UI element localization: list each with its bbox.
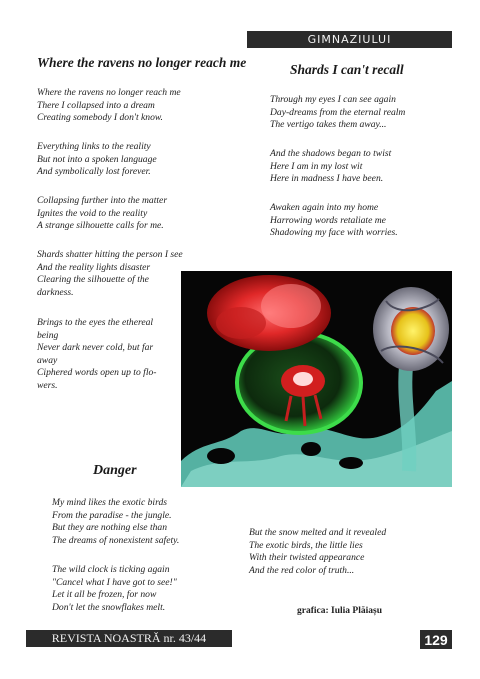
poem-ravens-stanza bbox=[37, 87, 181, 125]
poem-line: Everything links to the reality bbox=[37, 141, 151, 152]
artwork-credit: grafica: Iulia Plăiașu bbox=[297, 606, 382, 616]
poem-line: There I collapsed into a dream bbox=[37, 99, 155, 111]
poem-ravens-stanza bbox=[37, 317, 156, 393]
magazine-footer-label: REVISTA NOASTRĂ nr. 43/44 bbox=[51, 631, 207, 645]
poem-line: But the snow melted and it revealed bbox=[249, 527, 387, 538]
poem-line: And the shadows began to twist bbox=[270, 148, 392, 159]
section-header bbox=[247, 31, 452, 48]
poem-line: My mind likes the exotic birds bbox=[52, 497, 168, 508]
poem-danger-stanza bbox=[52, 564, 177, 614]
poem-line: Harrowing words retaliate me bbox=[270, 214, 386, 226]
flower-artwork bbox=[181, 271, 452, 487]
poem-line: Collapsing further into the matter bbox=[37, 195, 168, 206]
poem-line: But they are nothing else than bbox=[52, 522, 168, 534]
poem-shards-stanza bbox=[270, 148, 391, 186]
poem-line: wers. bbox=[37, 379, 58, 391]
poem-line: away bbox=[37, 354, 58, 366]
poem-line: "Cancel what I have got to see!" bbox=[52, 576, 177, 588]
poem-line: Never dark never cold, but far bbox=[37, 342, 154, 354]
poem-danger-stanza bbox=[52, 497, 179, 547]
poem-line: Brings to the eyes the ethereal bbox=[37, 317, 154, 328]
poem-line: Here I am in my lost wit bbox=[270, 160, 363, 172]
poem-line: The wild clock is ticking again bbox=[52, 564, 170, 575]
poem-line: Day-dreams from the eternal realm bbox=[270, 106, 406, 118]
poem-line: Here in madness I have been. bbox=[270, 173, 384, 185]
poem-line: Ciphered words open up to flo- bbox=[37, 367, 157, 379]
poem-ravens-stanza bbox=[37, 249, 183, 299]
poem-line: Where the ravens no longer reach me bbox=[37, 87, 181, 98]
poem-line: Ignites the void to the reality bbox=[37, 207, 148, 219]
poem-line: Clearing the silhouette of the bbox=[37, 274, 149, 286]
poem-line: A strange silhouette calls for me. bbox=[37, 220, 164, 232]
poem-line: Let it all be frozen, for now bbox=[52, 589, 157, 601]
flower-painting bbox=[181, 271, 452, 487]
poem-shards-stanza bbox=[270, 202, 398, 240]
poem-ravens-stanza bbox=[37, 195, 167, 233]
poem-line: Shadowing my face with worries. bbox=[270, 227, 398, 239]
poem-line: With their twisted appearance bbox=[249, 552, 365, 564]
poem-line: The vertigo takes them away... bbox=[270, 119, 387, 131]
poem-line: From the paradise - the jungle. bbox=[52, 509, 172, 521]
poem-title-danger: Danger bbox=[93, 463, 137, 478]
poem-line: Don't let the snowflakes melt. bbox=[52, 601, 166, 613]
poem-line: And the red color of truth... bbox=[249, 564, 355, 576]
poem-line: Creating somebody I don't know. bbox=[37, 112, 163, 124]
poem-shards-stanza bbox=[270, 94, 405, 132]
poem-line: darkness. bbox=[37, 286, 74, 298]
poem-title-shards: Shards I can't recall bbox=[290, 62, 404, 77]
poem-line: But not into a spoken language bbox=[37, 153, 157, 165]
poem-line: Shards shatter hitting the person I see bbox=[37, 249, 183, 260]
section-header-label: GIMNAZIULUI bbox=[307, 33, 392, 46]
poem-danger-stanza bbox=[249, 527, 386, 577]
poem-line: Awaken again into my home bbox=[270, 202, 379, 213]
magazine-footer bbox=[26, 630, 232, 647]
poem-line: The exotic birds, the little lies bbox=[249, 539, 363, 551]
poem-line: And the reality lights disaster bbox=[37, 261, 151, 273]
poem-ravens-stanza bbox=[37, 141, 157, 179]
page-number: 129 bbox=[420, 630, 452, 649]
poem-line: And symbolically lost forever. bbox=[37, 166, 151, 178]
poem-line: The dreams of nonexistent safety. bbox=[52, 534, 180, 546]
poem-title-ravens: Where the ravens no longer reach me bbox=[37, 55, 247, 70]
poem-line: being bbox=[37, 329, 59, 341]
poem-line: Through my eyes I can see again bbox=[270, 94, 396, 105]
